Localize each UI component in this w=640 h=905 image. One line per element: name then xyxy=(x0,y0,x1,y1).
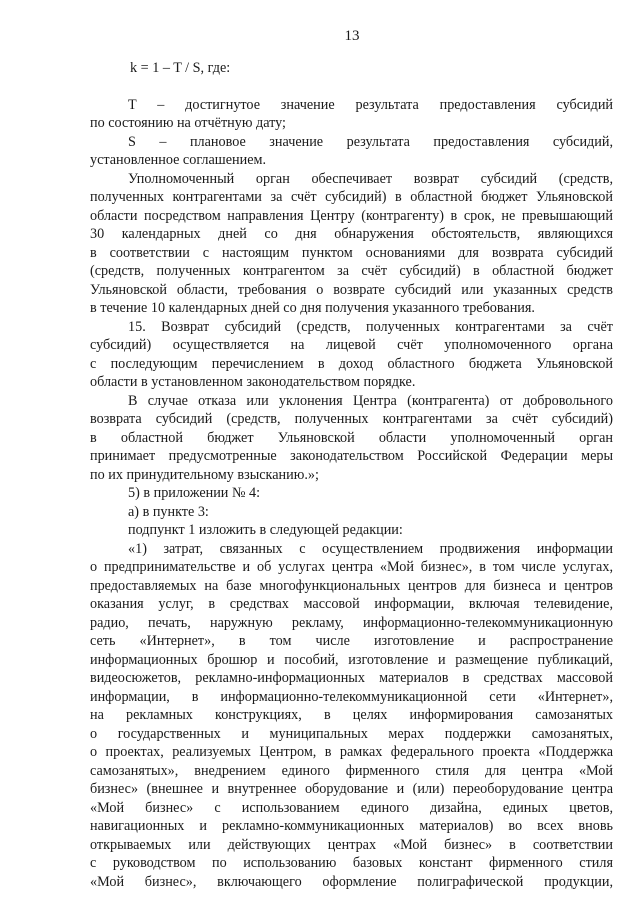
text-line: информации, в информационно-телекоммуникационной сети «Интернет», xyxy=(90,688,613,705)
text-line: бизнес» (внешнее и внутреннее оборудование и (или) переоборудование центра xyxy=(90,781,613,797)
text-line: самозанятых», внедрением единого фирменного стиля для центра «Мой xyxy=(90,762,613,779)
text-line: T – достигнутое значение результата предоставления субсидий xyxy=(128,96,613,113)
text-line: в соответствии с настоящим пунктом основаниями для возврата субсидий xyxy=(90,244,613,261)
document-body xyxy=(90,59,613,891)
text-line: по их принудительному взысканию.»; xyxy=(90,466,319,483)
text-line: 30 календарных дней со дня обнаружения обстоятельств, являющихся xyxy=(90,226,613,242)
text-line: S – плановое значение результата предоставления субсидий, xyxy=(128,133,613,150)
text-line: сеть «Интернет», в том числе изготовление и распространение xyxy=(90,633,613,649)
text-line: о проектах, реализуемых Центром, в рамках федерального проекта «Поддержка xyxy=(90,744,613,760)
text-line: «Мой бизнес», включающего оформление полиграфической продукции, xyxy=(90,873,613,890)
text-line: 15. Возврат субсидий (средств, полученных контрагентами за счёт xyxy=(128,318,613,335)
text-line: о предпринимательстве и об услугах центра «Мой бизнес», в том числе услугах, xyxy=(90,559,613,575)
text-line: «1) затрат, связанных с осуществлением продвижения информации xyxy=(128,540,613,557)
text-line: установленное соглашением. xyxy=(90,152,267,168)
text-line: в течение 10 календарных дней со дня получения указанного требования. xyxy=(90,300,535,316)
text-line: навигационных и рекламно-коммуникационных материалов) во всех вновь xyxy=(90,818,613,834)
text-line: информационных брошюр и пособий, изготовление и размещение публикаций, xyxy=(90,651,613,668)
text-line: видеосюжетов, рекламно-информационных материалов в средствах массовой xyxy=(90,670,613,686)
text-line: в областной бюджет Ульяновской области уполномоченный орган xyxy=(90,429,613,446)
text-line: с последующим перечислением в доход областного бюджета Ульяновской xyxy=(90,355,613,372)
text-line: предоставляемых на базе многофункциональных центров для бизнеса и центров xyxy=(90,577,613,594)
text-line: 5) в приложении № 4: xyxy=(128,485,261,501)
text-line: субсидий) осуществляется на лицевой счёт уполномоченного органа xyxy=(90,337,613,353)
text-line: с руководством по использованию базовых констант фирменного стиля xyxy=(90,855,613,871)
formula-line: k = 1 – T / S, где: xyxy=(130,60,231,76)
text-line: В случае отказа или уклонения Центра (контрагента) от добровольного xyxy=(128,392,613,409)
text-line: подпункт 1 изложить в следующей редакции: xyxy=(128,522,403,538)
text-line: «Мой бизнес» с использованием единого дизайна, единых цветов, xyxy=(90,799,613,816)
text-line: оказания услуг, в средствах массовой информации, включая телевидение, xyxy=(90,596,613,612)
text-line: по состоянию на отчётную дату; xyxy=(90,115,286,131)
text-line: Уполномоченный орган обеспечивает возврат субсидий (средств, xyxy=(128,170,613,187)
text-line: полученных контрагентами за счёт субсидий) в областной бюджет Ульяновской xyxy=(90,189,613,205)
text-line: области в установленном законодательством порядке. xyxy=(90,374,416,390)
text-line: радио, печать, наружную рекламу, информационно-телекоммуникационную xyxy=(90,614,613,631)
text-line: на рекламных конструкциях, в целях информирования самозанятых xyxy=(90,707,613,723)
text-line: возврата субсидий (средств, полученных контрагентами за счёт субсидий) xyxy=(90,411,613,427)
text-line: (средств, полученных контрагентом за счёт субсидий) в областной бюджет xyxy=(90,263,613,279)
text-line: Ульяновской области, требования о возврате субсидий или указанных средств xyxy=(90,281,613,298)
text-line: области посредством направления Центру (контрагенту) в срок, не превышающий xyxy=(90,207,613,224)
text-line: о государственных и муниципальных мерах поддержки самозанятых, xyxy=(90,725,613,742)
page-number: 13 xyxy=(344,28,360,44)
text-line: принимает предусмотренные законодательством Российской Федерации меры xyxy=(90,448,613,464)
text-line: а) в пункте 3: xyxy=(128,503,209,520)
text-line: открываемых или действующих центрах «Мой бизнес» в соответствии xyxy=(90,836,613,853)
